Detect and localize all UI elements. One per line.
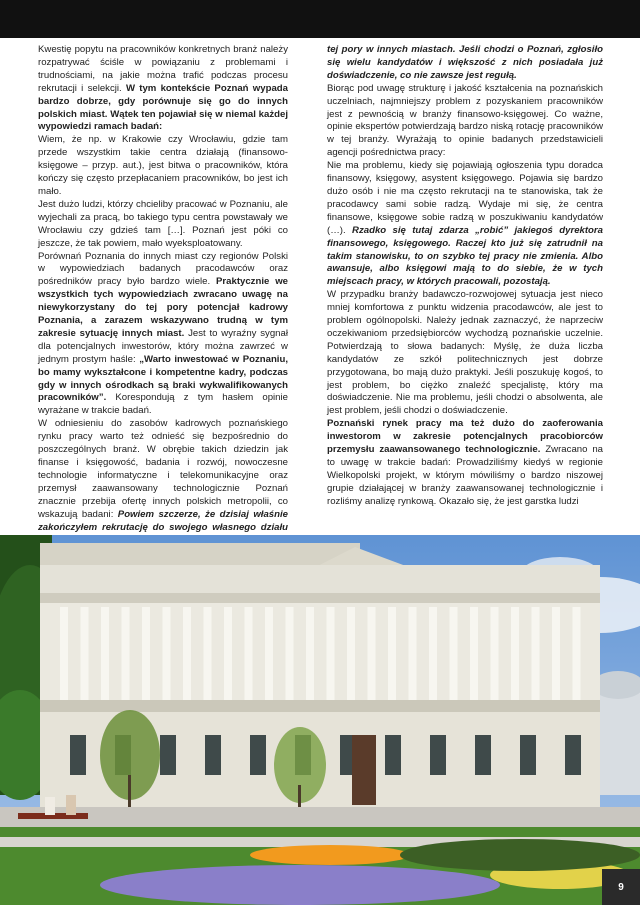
paragraph (327, 160, 603, 289)
paragraph (327, 418, 603, 508)
facade-column (60, 607, 68, 700)
text-run: Kwestię popytu na pracowników konkretnych branż należy rozpatrywać ściśle w powiązaniu z problemami i trudnościami, na jakie można trafić podczas procesu rekrutacji i selekcji. (38, 44, 288, 94)
facade-column (265, 607, 273, 700)
paragraph (38, 251, 288, 419)
facade-column (470, 607, 478, 700)
facade-column (81, 607, 89, 700)
facade-column (388, 607, 396, 700)
facade-column (368, 607, 376, 700)
text-run: Korespondują z tym hasłem opinie wyrażane w trakcie badań. (38, 392, 288, 417)
text-run: Zwracano na to uwagę w trakcie badań: Prowadziliśmy kiedyś w regionie Wielkopolski projekt, w którym mówiliśmy o bardzo niszowej grupie działającej w branży zaawansowanej technologicznie i rozliśmy analizę rynkową. Okazało się, że jest garstka ludzi (327, 444, 604, 507)
text-run: Jest to wyraźny sygnał dla potencjalnych inwestorów, który można zawrzeć w jednym prostym haśle: (38, 327, 288, 365)
emphasized-text-run: W tym kontekście Poznań wypada bardzo dobrze, gdy porównuje się go do innych polskich miast. Wątek ten pojawiał się w niemal każdej wypowiedzi ramach badań: (38, 82, 288, 133)
paragraph (38, 44, 288, 134)
facade-column (101, 607, 109, 700)
emphasized-text-run: Powiem szczerze, że dzisiaj właśnie zakończyłem rekrutację do swojego własnego działu (38, 508, 289, 533)
paragraph (327, 83, 603, 160)
paragraph (38, 134, 288, 199)
text-run: W przypadku branży badawczo-rozwojowej sytuacja jest nieco mniej komfortowa z punktu widzenia pracodawców, ale jest to problem ogólnopolski. Należy jednak zaznaczyć, że naprzeciw oczekiwaniom przedsiębiorców wychodzą poznańskie uczelnie. Potwierdzają to słowa badanych: Myślę, że duża liczba kandydatów ze szkół politechnicznych jest dobrze przygotowana, bo mają dużo praktyki. Jeśli poszukuję kogoś, to jest problem, bo ciężko znaleźć specjalistę, który ma doświadczenie. Nie ma problemu, jeśli chodzi o absolwenta, ale jest problem, jeśli chodzi o doświadczenie. (327, 289, 603, 417)
emphasized-text-run: Poznański rynek pracy ma też dużo do zaoferowania inwestorom w zakresie potencjalnych pracobiorców przemysłu zaawansowanego technologicznie. (327, 418, 603, 456)
paragraph (327, 289, 603, 418)
facade-window (565, 735, 581, 775)
text-run: W odniesieniu do zasobów kadrowych poznańskiego rynku pracy warto też odnieść się bezpośrednio do poszczególnych branż. W obrębie takich dziedzin jak finanse i księgowość, badania i rozwój, nowoczesne technologie informatyczne i telekomunikacyjne oraz przemysł zaawansowany technologicznie Poznań znacznie przebija ofertę innych polskich metropolii, co wskazują badani: (38, 418, 288, 520)
facade-window (70, 735, 86, 775)
text-run: Wiem, że np. w Krakowie czy Wrocławiu, gdzie tam przede wszystkim takie centra działają (finansowo-księgowe – przyp. aut.), jest bitwa o pracowników, która kończy się często przepłacaniem pracowników, bo jest ich mało. (38, 134, 288, 197)
text-run: Nie ma problemu, kiedy się pojawiają ogłoszenia typu doradca finansowy, księgowy, asystent księgowego. Pojawia się bardzo dużo osób i nie ma często rekrutacji na te stanowiska, tak że pracodawcy sami sobie radzą. Wydaje mi się, że centra finansowe, księgowe sobie radzą w poszukiwaniu kandydatów (…). (327, 160, 603, 236)
top-header-bar (0, 0, 640, 38)
facade-column (491, 607, 499, 700)
facade-column (429, 607, 437, 700)
facade-column (224, 607, 232, 700)
facade-column (245, 607, 253, 700)
facade-column (327, 607, 335, 700)
facade-column (552, 607, 560, 700)
facade-column (142, 607, 150, 700)
emphasized-text-run: Praktycznie we wszystkich tych wypowiedziach zwracano uwagę na niewykorzystany do tej pory potencjał kadrowy Poznania, a zarazem wskazywano trudną w tym zakresie sytuację innych miast. (38, 276, 288, 339)
facade-column (450, 607, 458, 700)
facade-window (160, 735, 176, 775)
library-building-photo (0, 535, 640, 905)
paragraph (327, 44, 603, 83)
text-run: Jest dużo ludzi, którzy chcieliby pracować w Poznaniu, ale wyjechali za pracą, bo takiego typu centra powstawały we Wrocławiu czy gdzieś tam […]. Poznań jest póki co jeszcze, że tak powiem, mało wyeksploatowany. (38, 198, 288, 249)
facade-window (430, 735, 446, 775)
facade-column (511, 607, 519, 700)
facade-column (122, 607, 130, 700)
facade-column (409, 607, 417, 700)
facade-column (573, 607, 581, 700)
sidewalk (0, 807, 640, 827)
facade-column (286, 607, 294, 700)
flowerbed-violet (100, 865, 500, 905)
emphasized-text-run: „Warto inwestować w Poznaniu, bo mamy wykształcone i kompetentne kadry, podczas gdy w innych ośrodkach są braki wykwalifikowanych pracowników”. (38, 353, 288, 404)
page-number: 9 (602, 869, 640, 905)
text-run: Porównań Poznania do innych miast czy regionów Polski w wypowiedziach badanych pracodawców oraz pośredników pracy było bardzo wiele. (38, 250, 288, 288)
text-run: Biorąc pod uwagę strukturę i jakość kształcenia na poznańskich uczelniach, najmniejszy problem z pozyskaniem pracowników jest z pewnością w branży finansowo-księgowej. Co ważne, opinie ekspertów potwierdzają bardzo niską rotację pracowników w tej branży. Wyrażają to opinie badanych przedstawicieli agencji pośrednictwa pracy: (327, 82, 603, 159)
facade-column (183, 607, 191, 700)
facade-window (205, 735, 221, 775)
facade-column (306, 607, 314, 700)
facade-window (520, 735, 536, 775)
paragraph (38, 199, 288, 251)
facade-column (532, 607, 540, 700)
facade-window (475, 735, 491, 775)
right-text-column (327, 44, 603, 509)
emphasized-text-run: tej pory w innych miastach. Jeśli chodzi o Poznań, zgłosiło się wielu kandydatów i większość z nich posiadała już doświadczenie, co nie zawsze jest regułą. (327, 44, 603, 81)
facade-column (163, 607, 171, 700)
facade-window (250, 735, 266, 775)
facade-window (385, 735, 401, 775)
flowerbed-orange (250, 845, 410, 865)
facade-column (347, 607, 355, 700)
facade-column (204, 607, 212, 700)
left-text-column (38, 44, 288, 573)
emphasized-text-run: Rzadko się tutaj zdarza „robić” jakiegoś dyrektora finansowego, księgowego. Raczej kto już się zatrudnił na takim stanowisku, to on szybko tej pracy nie zmienia. Albo awansuje, albo księgowi mają to do siebie, że w tych miejscach pracy, w których pracowali, pozostają. (327, 224, 603, 288)
